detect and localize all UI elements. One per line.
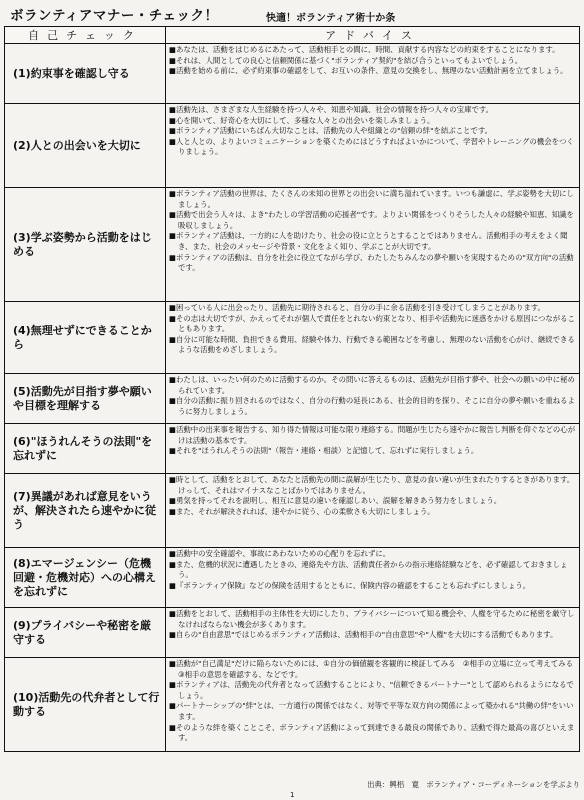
advice-bullet: ■また、危機的状況に遭遇したときの、連絡先や方法、活動責任者からの指示連絡経験などを、必ず確認しておきましょう。 [169, 559, 568, 580]
advice-bullet: ■ボランティアの活動は、自分を社会に役立てながら学び、わたしたちみんなの夢や願いを実現するための"双方向"の活動です。 [169, 252, 574, 273]
table-row [5, 424, 580, 474]
table-row [5, 374, 580, 424]
advice-bullet: ■心を開いて、好奇心を大切にして、多様な人々との出会いを楽しみましょう。 [169, 115, 435, 125]
advice-bullet: ■時として、活動をとおして、あなたと活動先の間に誤解が生じたり、意見の食い違いが生まれたりするときがあります。けっして、それはマイナスなことばかりではありません。 [169, 475, 575, 495]
row-advice-10 [166, 658, 580, 752]
advice-bullet: ■それは、人間としての良心と信頼関係に基づく"ボランティア契約"を結び合うといってもよいでしょう。 [169, 55, 523, 65]
advice-bullet: ■パートナーシップの"絆"とは、一方通行の関係ではなく、対等で平等な双方向の関係によって築かれる"共働の絆"をいいます。 [169, 701, 574, 721]
column-header-self-check: 自己チェック [5, 27, 166, 44]
advice-bullet: ■そのような絆を築くことこそ、ボランティア活動によって到達できる最良の関係であり、活動で得た最高の喜びといえます。 [169, 722, 575, 743]
advice-bullet: ■困っている人に出会ったり、活動先に期待されると、自分の手に余る活動を引き受けてしまうことがあります。 [169, 303, 545, 312]
row-advice-1 [166, 44, 580, 104]
table-row [5, 188, 580, 302]
advice-bullet: ■また、それが解決されれば、速やかに従う、心の柔軟さも大切にしましょう。 [169, 506, 435, 516]
page-title: ボランティアマナー・チェック！ [10, 8, 219, 24]
row-advice-5 [166, 374, 580, 424]
row-label-4: (4)無理せずにできることから [5, 302, 166, 374]
row-advice-6 [166, 424, 580, 474]
advice-bullet: ■自分に可能な時間、負担できる費用、経験や体力、行動できる範囲などを考慮し、無理のない活動を心がけ、継続できるような活動をめざしましょう。 [169, 334, 575, 355]
advice-bullet: ■活動中の出来事を報告する、知り得た情報は可能な限り連絡する。問題が生じたら速やかに報告し判断を仰ぐなどの心がけは活動の基本です。 [169, 425, 576, 445]
table-row [5, 302, 580, 374]
advice-bullet: ■勇気を持ってそれを説明し、相互に意見の違いを確認しあい、誤解を解きあう努力をしましょう。 [169, 496, 502, 506]
row-advice-7 [166, 474, 580, 548]
advice-bullet: ■活動中の安全確認や、事故にあわないための心配りを忘れずに。 [169, 549, 391, 558]
table-row [5, 44, 580, 104]
advice-bullet: ■自分の活動に振り回されるのではなく、自分の行動の延長にある、社会的目的を探り、そこに自分の夢や願いを重ねるように努力しましょう。 [169, 396, 575, 416]
row-advice-3 [166, 188, 580, 302]
column-header-advice: アドバイス [166, 27, 580, 44]
row-label-3: (3)学ぶ姿勢から活動をはじめる [5, 188, 166, 302]
table-row [5, 548, 580, 608]
table-row [5, 608, 580, 658]
advice-bullet: ■活動が"自己満足"だけに陥らないためには、①自分の価値観を客観的に検証してみる ②相手の立場に立って考えてみる ③相手の意思を確認する、などです。 [169, 659, 581, 679]
table-row [5, 104, 580, 188]
row-advice-9 [166, 608, 580, 658]
advice-bullet: ■ボランティア活動は、一方的に人を助けたり、社会の役に立とうとすることではありません。活動相手の考えをよく聞き、また、社会のメッセージや背景・文化をよく知り、学ぶことが大切です。 [169, 231, 568, 251]
header [4, 2, 580, 24]
advice-bullet: ■活動で出会う人々は、よき"わたしの学習活動の応援者"です。よりよい関係をつくりそうした人々の経験や知恵、知識を吸収しましょう。 [169, 210, 574, 230]
table-header-row [5, 27, 580, 44]
advice-bullet: ■『ボランティア保険』などの保険を活用するとともに、保険内容の確認をすることも忘れずにしましょう。 [169, 580, 531, 590]
row-label-8: (8)エマージェンシー（危機回避・危機対応）への心構えを忘れずに [5, 548, 166, 608]
advice-bullet: ■活動をとおして、活動相手の主体性を大切にしたり、プライバシーについて知る機会や、人権を守るために秘密を厳守しなければならない機会が多くあります。 [169, 609, 575, 629]
row-label-9: (9)プライバシーや秘密を厳守する [5, 608, 166, 658]
advice-bullet: ■人と人との、よりよいコミュニケーションを築くためにはどうすればよいかについて、学習やトレーニングの機会をつくりましょう。 [169, 136, 574, 157]
row-label-1: (1)約束事を確認し守る [5, 44, 166, 104]
page-subtitle: 快適！ボランティア術十か条 [266, 13, 396, 24]
row-label-5: (5)活動先が目指す夢や願いや目標を理解する [5, 374, 166, 424]
advice-bullet: ■活動先は、さまざまな人生経験を持つ人々や、知恵や知識、社会の情報を持つ人々の宝庫です。 [169, 105, 494, 114]
row-label-10: (10)活動先の代弁者として行動する [5, 658, 166, 752]
advice-bullet: ■その志は大切ですが、かえってそれが個人で責任をとれない約束となり、相手や活動先に迷惑をかける原因につながることもあります。 [169, 313, 575, 334]
row-label-6: (6)"ほうれんそうの法則"を忘れずに [5, 424, 166, 474]
advice-bullet: ■わたしは、いったい何のために活動するのか。その問いに答えるものは、活動先が目指す夢や、社会への願いの中に秘められています。 [169, 375, 575, 395]
advice-bullet: ■活動を始める前に、必ず約束事の確認をして、お互いの条件、意見の交換をし、無理のない活動計画を立てましょう。 [169, 66, 568, 76]
source-citation: 出典：興梠 寛 ボランティア・コーディネーションを学ぶより [367, 780, 580, 789]
checklist-table [4, 26, 580, 752]
table-row [5, 474, 580, 548]
advice-bullet: ■ボランティア活動にいちばん大切なことは、活動先の人や組織との"信頼の絆"を結ぶことです。 [169, 126, 493, 136]
page-number: 1 [290, 791, 295, 799]
advice-bullet: ■あなたは、活動をはじめるにあたって、活動相手との間に、時間、貢献する内容などの約束をすることになります。 [169, 45, 560, 54]
row-advice-4 [166, 302, 580, 374]
advice-bullet: ■ボランティアは、活動先の代弁者となって活動することにより、"信頼できるパートナー"として認められるようになるでしょう。 [169, 680, 574, 700]
advice-bullet: ■それを"ほうれんそうの法則"（報告・連絡・相談）と記憶して、忘れずに実行しましょう。 [169, 446, 479, 456]
advice-bullet: ■ボランティア活動の世界は、たくさんの未知の世界との出会いに満ち溢れています。いつも謙虚に、学ぶ姿勢を大切にしましょう。 [169, 189, 574, 209]
advice-bullet: ■自らの"自由意思"ではじめるボランティア活動は、活動相手の"自由意思"や"人権"を大切にする活動でもあります。 [169, 630, 558, 640]
row-label-2: (2)人との出会いを大切に [5, 104, 166, 188]
row-advice-8 [166, 548, 580, 608]
row-label-7: (7)異議があれば意見をいうが、解決されたら速やかに従う [5, 474, 166, 548]
row-advice-2 [166, 104, 580, 188]
table-row [5, 658, 580, 752]
